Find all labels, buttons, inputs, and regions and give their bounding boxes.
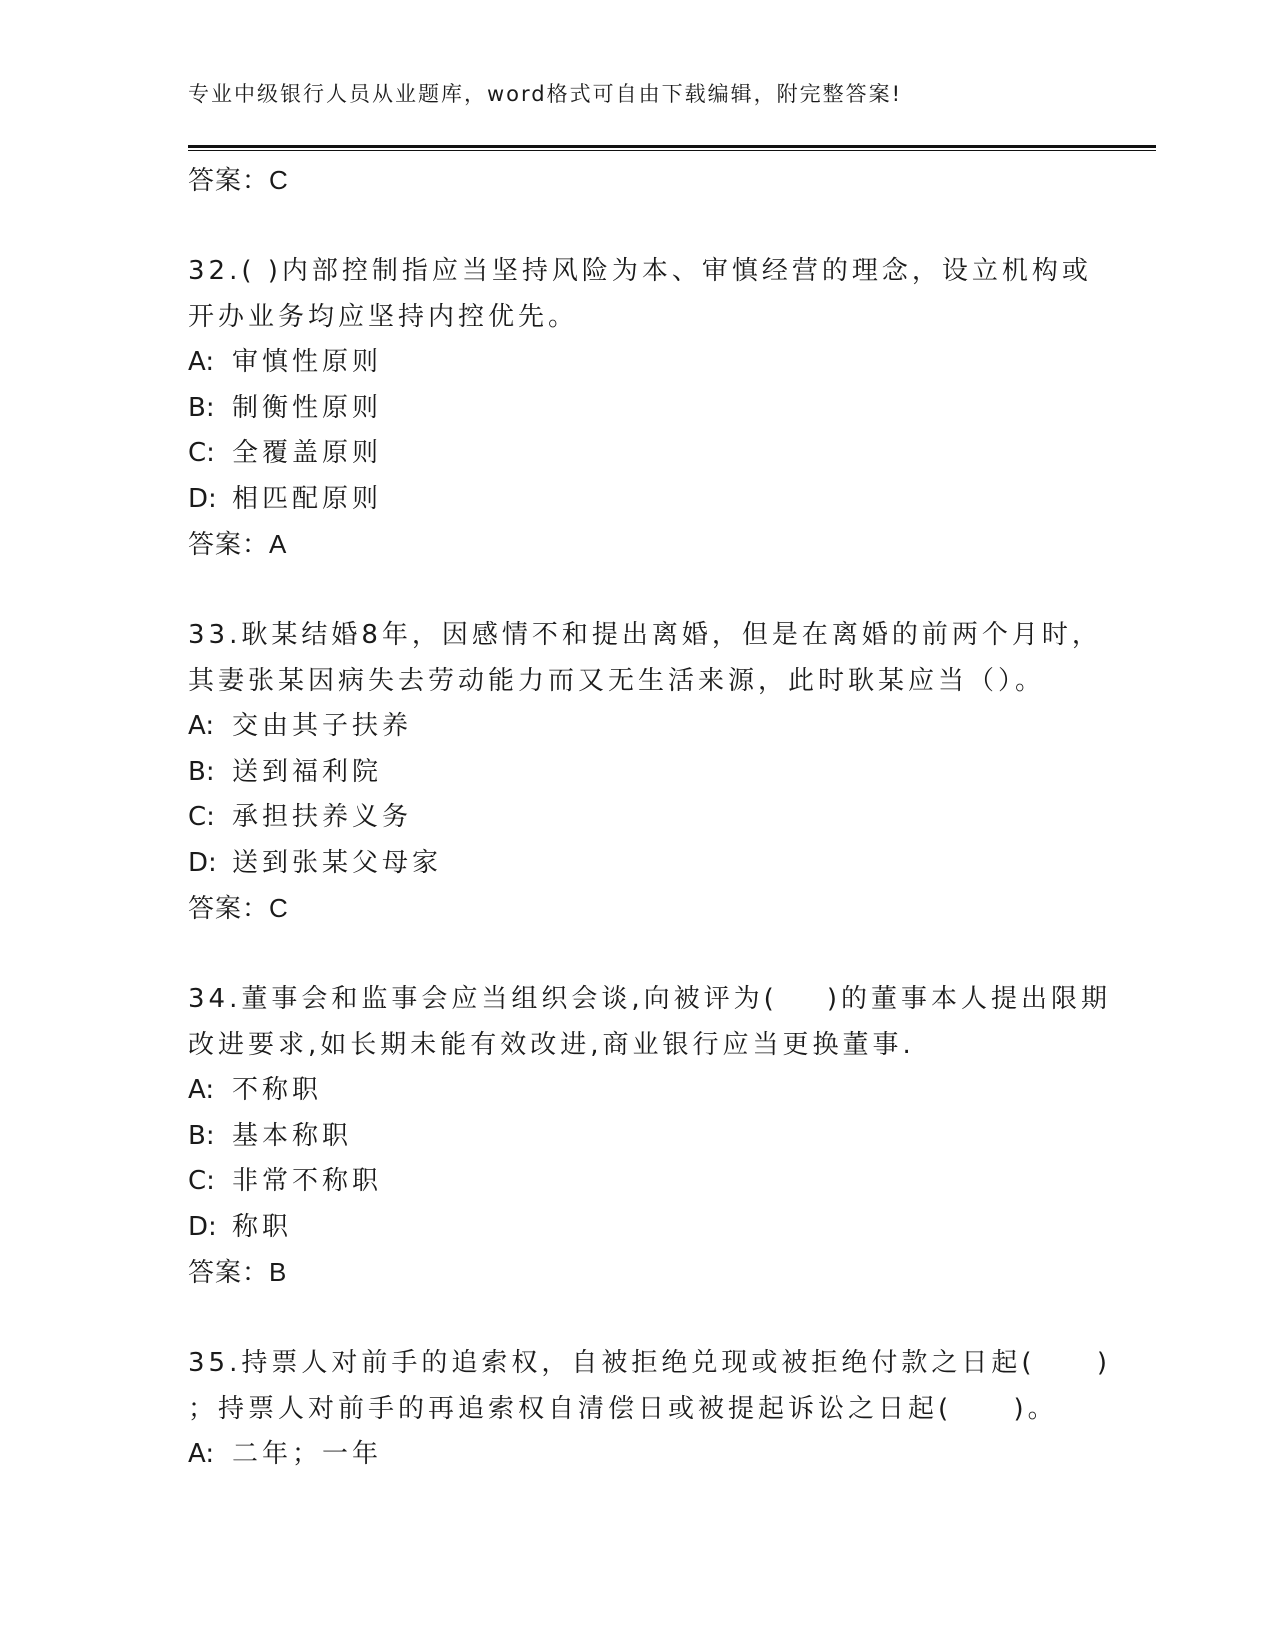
option-text: 送到福利院	[232, 756, 383, 787]
header-rule-thick	[188, 145, 1156, 148]
question-block	[188, 977, 1111, 1296]
option-a	[188, 1068, 1088, 1114]
option-text: 送到张某父母家	[232, 847, 443, 878]
option-a	[188, 1432, 1088, 1478]
option-text: 基本称职	[232, 1120, 353, 1151]
option-letter: D:	[188, 847, 217, 878]
option-b	[188, 386, 1088, 432]
option-letter: B:	[188, 756, 215, 787]
question-list	[188, 158, 1111, 1478]
question-stem-line: 35.持票人对前手的追索权，自被拒绝兑现或被拒绝付款之日起( )	[188, 1348, 1111, 1378]
question-block	[188, 249, 1092, 568]
answer-line: 答案：C	[188, 893, 289, 923]
option-letter: C:	[188, 1166, 215, 1196]
option-text: 不称职	[232, 1075, 323, 1105]
option-letter: D:	[188, 483, 217, 514]
option-text: 全覆盖原则	[232, 438, 383, 468]
question-stem-line: 改进要求,如长期未能有效改进,商业银行应当更换董事.	[188, 1029, 915, 1060]
option-b	[188, 750, 1088, 796]
option-c	[188, 1159, 1088, 1205]
answer-line: 答案：C	[188, 165, 289, 195]
option-letter: A:	[188, 711, 215, 741]
option-letter: A:	[188, 1439, 215, 1469]
answer-line: 答案：B	[188, 1257, 288, 1287]
option-b	[188, 1114, 1088, 1160]
option-text: 交由其子扶养	[232, 711, 413, 741]
option-c	[188, 795, 1088, 841]
question-stem-line: 34.董事会和监事会应当组织会谈,向被评为( )的董事本人提出限期	[188, 984, 1111, 1014]
spacer	[188, 568, 1088, 614]
option-text: 非常不称职	[232, 1166, 383, 1196]
option-letter: A:	[188, 347, 215, 377]
question-stem-line: 开办业务均应坚持内控优先。	[188, 301, 579, 332]
question-stem-line: 33.耿某结婚8年，因感情不和提出离婚，但是在离婚的前两个月时，	[188, 620, 1102, 650]
option-letter: C:	[188, 438, 215, 468]
spacer	[188, 204, 1088, 250]
option-a	[188, 340, 1088, 386]
option-d	[188, 477, 1088, 523]
question-block	[188, 1341, 1111, 1478]
option-letter: C:	[188, 802, 215, 832]
option-d	[188, 1205, 1088, 1251]
option-c	[188, 431, 1088, 477]
option-d	[188, 841, 1088, 887]
spacer	[188, 1296, 1088, 1342]
question-block	[188, 613, 1102, 932]
option-text: 审慎性原则	[232, 347, 383, 377]
option-text: 二年；一年	[232, 1439, 383, 1469]
spacer	[188, 932, 1088, 978]
option-letter: D:	[188, 1211, 217, 1242]
header-rule-thin	[188, 150, 1156, 151]
option-text: 相匹配原则	[232, 483, 383, 514]
page-header: 专业中级银行人员从业题库，word格式可自由下载编辑，附完整答案!	[188, 82, 903, 106]
question-stem-line: 其妻张某因病失去劳动能力而又无生活来源，此时耿某应当（）。	[188, 665, 1046, 696]
option-a	[188, 704, 1088, 750]
option-letter: B:	[188, 392, 215, 423]
option-letter: A:	[188, 1075, 215, 1105]
question-stem-line: ；持票人对前手的再追索权自清偿日或被提起诉讼之日起( )。	[188, 1393, 1058, 1424]
option-letter: B:	[188, 1120, 215, 1151]
option-text: 制衡性原则	[232, 392, 383, 423]
question-stem-line: 32.( )内部控制指应当坚持风险为本、审慎经营的理念，设立机构或	[188, 256, 1092, 286]
option-text: 称职	[232, 1211, 293, 1242]
option-text: 承担扶养义务	[232, 802, 413, 832]
answer-line: 答案：A	[188, 529, 288, 559]
